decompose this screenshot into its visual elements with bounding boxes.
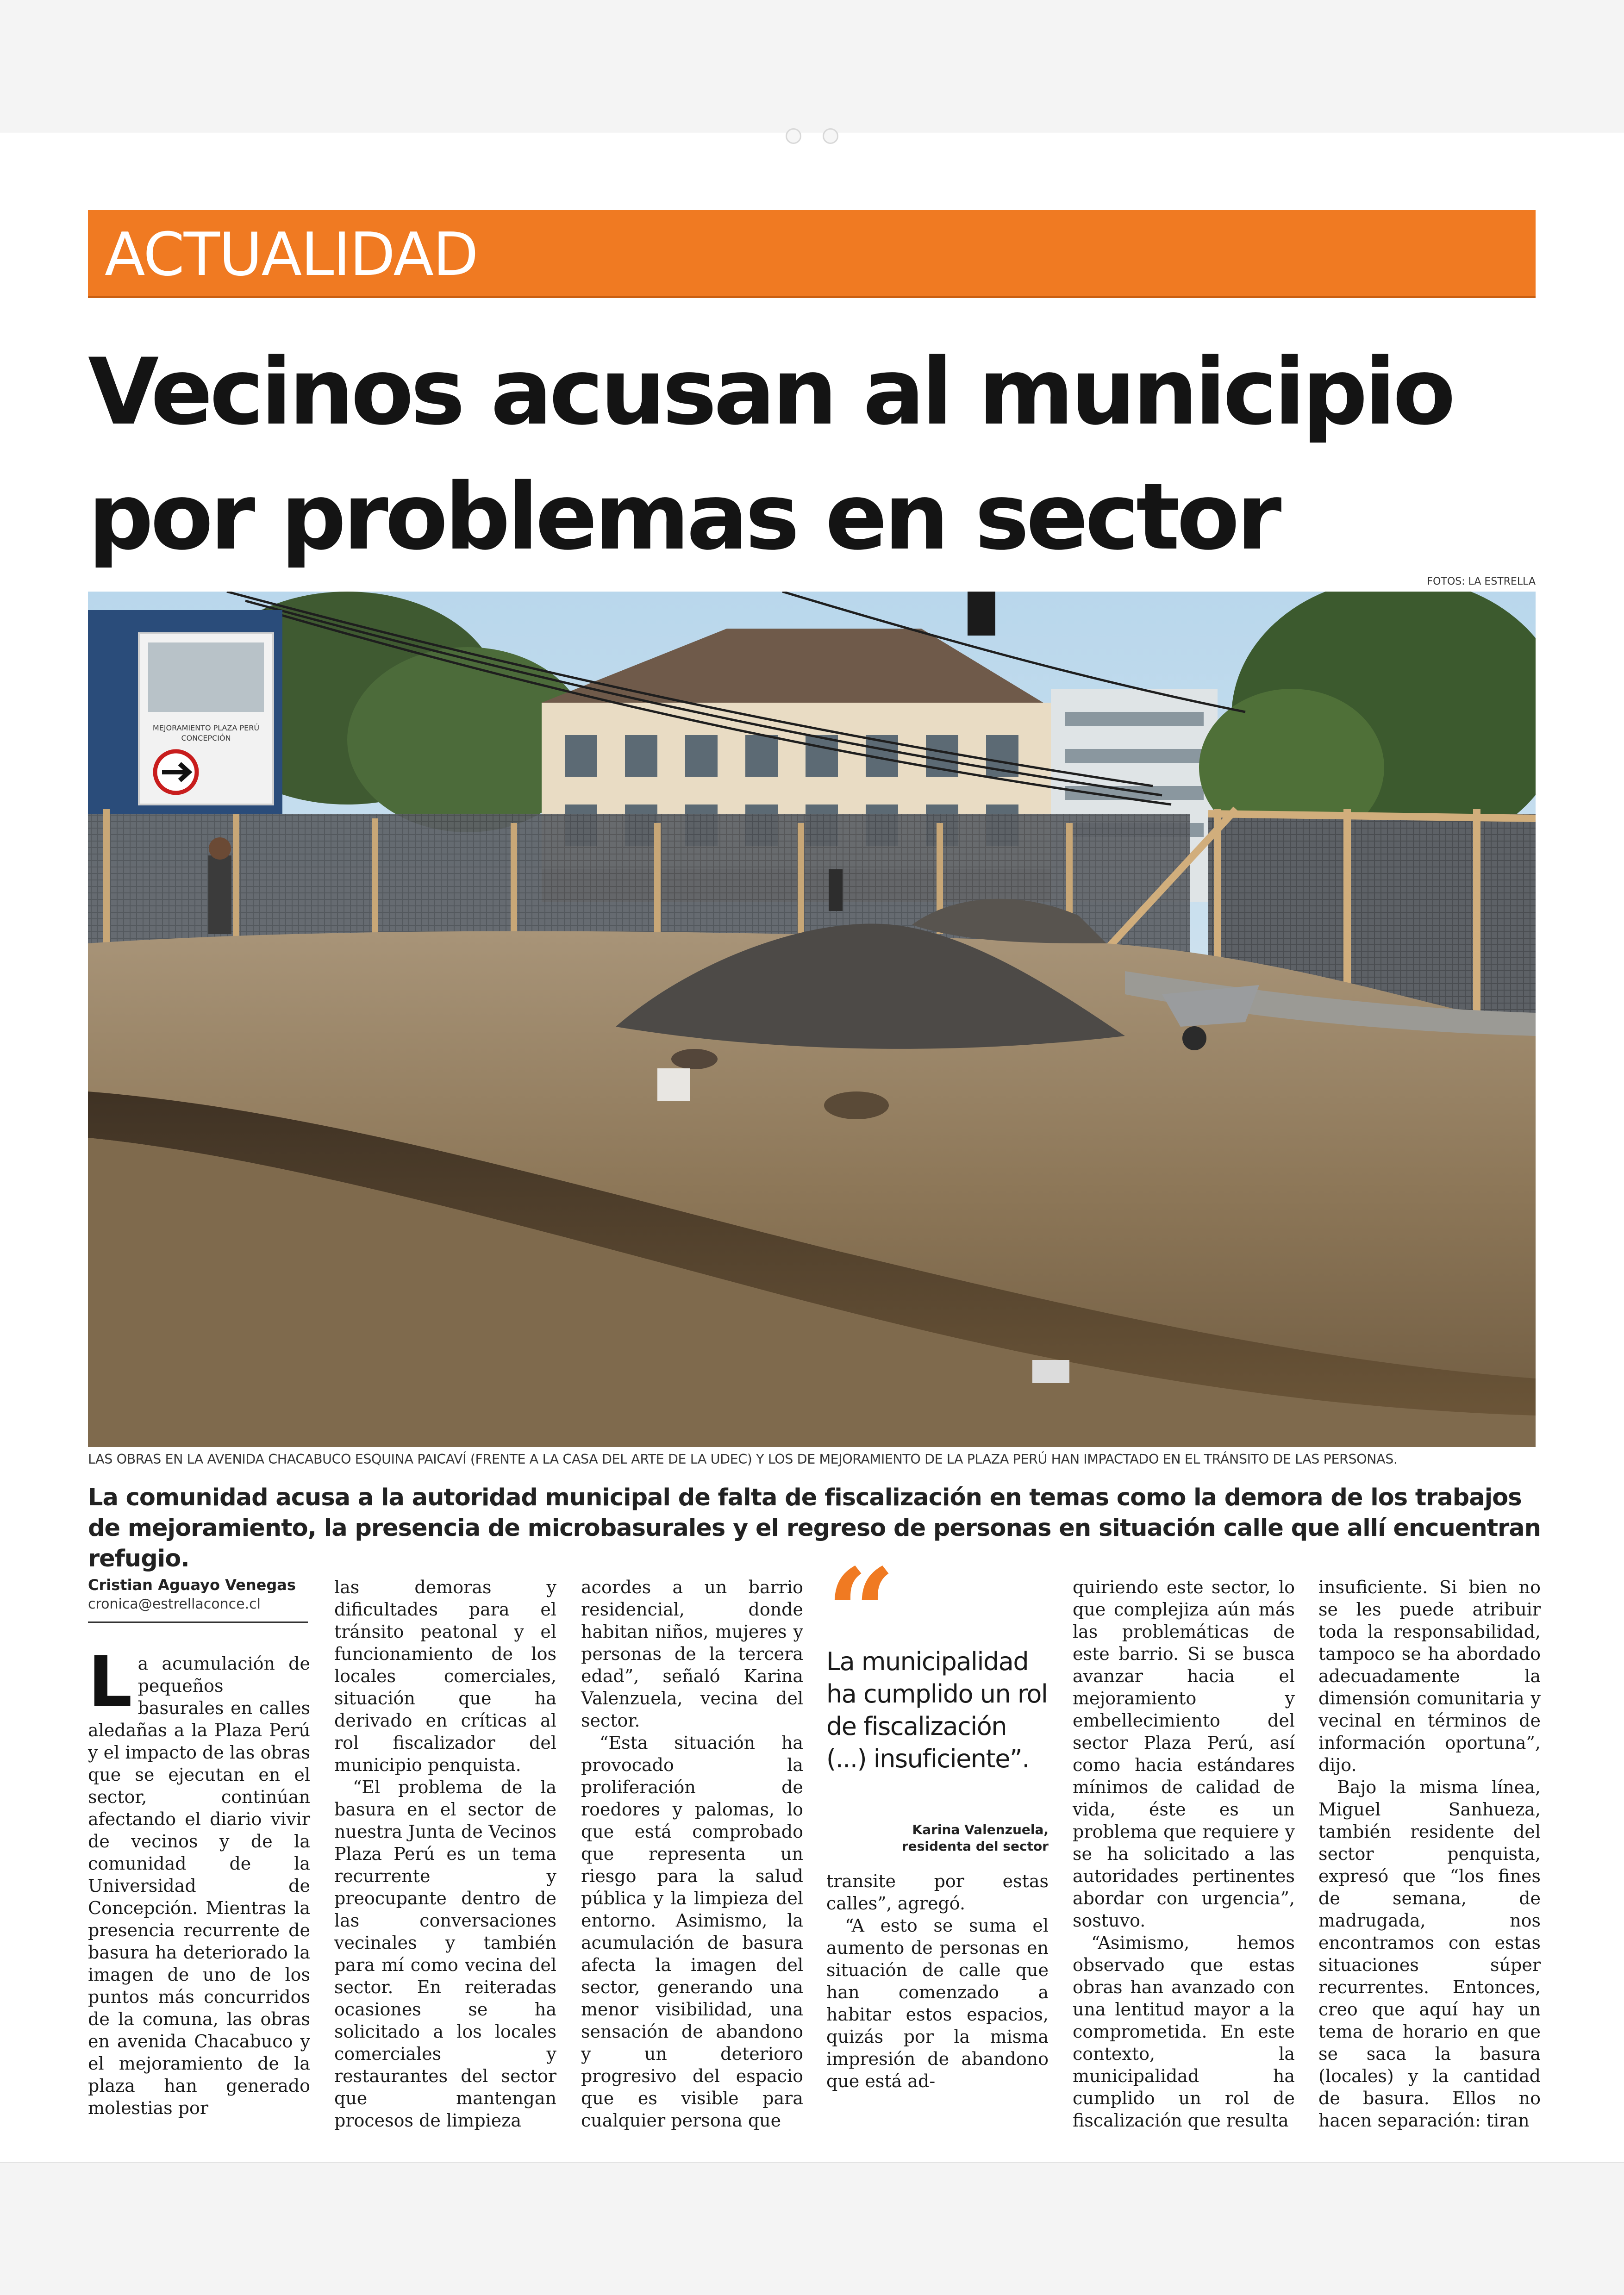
sign-line-1: MEJORAMIENTO PLAZA PERÚ: [152, 723, 260, 732]
page-next-dot[interactable]: [823, 128, 838, 144]
page-prev-dot[interactable]: [786, 128, 801, 144]
article-column-3: [581, 1576, 803, 2132]
article-column-5: [1073, 1576, 1295, 2132]
article-column-4: [826, 1870, 1049, 2092]
col6-paragraph-2: Bajo la misma línea, Miguel Sanhueza, también residente del sector penquista, expresó que “los fines de semana, de madrugada, nos encontramos con estas situaciones súper recurrentes. Entonces, creo que aquí hay un tema de horario en que se saca la basura (locales) y la cantidad de basura. Ellos no hacen separación: tiran: [1318, 1777, 1541, 2131]
col2-paragraph-1: las demoras y dificultades para el tránsito peatonal y el funcionamiento de los locales comerciales, situación que ha derivado en críticas al rol fiscalizador del municipio penquista.: [334, 1577, 556, 1775]
col4-paragraph-2: “A esto se suma el aumento de personas en situación de calle que han comenzado a habitar estos espacios, quizás por la misma impresión de abandono que está ad-: [826, 1915, 1049, 2091]
col4-paragraph-1: transite por estas calles”, agregó.: [826, 1871, 1049, 1914]
pull-quote-text: La municipalidad ha cumplido un rol de fiscalización (...) insuficiente”.: [826, 1647, 1048, 1773]
col5-paragraph-2: “Asimismo, hemos observado que estas obras han avanzado con una lentitud mayor a la comprometida. En este contexto, la municipalidad ha cumplido un rol de fiscalización que resulta: [1073, 1933, 1295, 2131]
article-column-1: [88, 1642, 310, 2119]
pull-quote-author: Karina Valenzuela,: [912, 1822, 1049, 1837]
photo-credit: FOTOS: LA ESTRELLA: [1427, 576, 1536, 587]
article-column-6: [1318, 1576, 1541, 2132]
sign-line-2: CONCEPCIÓN: [181, 734, 231, 742]
pull-quote-attribution: [826, 1821, 1049, 1855]
photo-caption: LAS OBRAS EN LA AVENIDA CHACABUCO ESQUINA PAICAVÍ (FRENTE A LA CASA DEL ARTE DE LA UDEC) Y LOS DE MEJORAMIENTO DE LA PLAZA PERÚ HAN IMPACTADO EN EL TRÁNSITO DE LAS PERSONAS.: [88, 1452, 1398, 1467]
byline-email[interactable]: cronica@estrellaconce.cl: [88, 1596, 261, 1612]
byline-author: Cristian Aguayo Venegas: [88, 1576, 296, 1594]
lead-paragraph: La comunidad acusa a la autoridad municipal de falta de fiscalización en temas como la demora de los trabajos de mejoramiento, la presencia de microbasurales y el regreso de personas en situación calle que allí encuentran refugio.: [88, 1484, 1541, 1572]
byline-divider: [88, 1621, 308, 1623]
drop-cap: L: [88, 1642, 132, 1722]
col3-paragraph-2: “Esta situación ha provocado la proliferación de roedores y palomas, lo que está comprobado que representa un riesgo para la salud pública y la limpieza del entorno. Asimismo, la acumulación de basura afecta la imagen del sector, generando una menor visibilidad, una sensación de abandono y un deterioro progresivo del espacio que es visible para cualquier persona que: [581, 1733, 803, 2131]
col1-text: a acumulación de pequeños basurales en calles aledañas a la Plaza Perú y el impacto de las obras que se ejecutan en el sector, continúan afectando el diario vivir de vecinos y de la comunidad de la Universidad de Concepción. Mientras la presencia recurrente de basura ha deteriorado la imagen de uno de los puntos más concurridos de la comuna, las obras en avenida Chacabuco y el mejoramiento de la plaza han generado molestias por: [88, 1653, 310, 2118]
pull-quote: [826, 1542, 1049, 1855]
quote-mark-icon: “: [826, 1542, 882, 1684]
headline: Vecinos acusan al municipio por problemas en sector: [88, 338, 1453, 570]
col5-paragraph-1: quiriendo este sector, lo que complejiza aún más las problemáticas de este barrio. Si se busca avanzar hacia el mejoramiento y embellecimiento del sector Plaza Perú, así como hacia estándares mínimos de calidad de vida, éste es un problema que requiere y se ha solicitado a las autoridades pertinentes abordar con urgencia”, sostuvo.: [1073, 1577, 1295, 1931]
col3-paragraph-1: acordes a un barrio residencial, donde habitan niños, mujeres y personas de la tercera edad”, señaló Karina Valenzuela, vecina del sector.: [581, 1577, 803, 1731]
col2-paragraph-2: “El problema de la basura en el sector de nuestra Junta de Vecinos Plaza Perú es un tema recurrente y preocupante dentro de las conversaciones vecinales y también para mí como vecina del sector. En reiteradas ocasiones se ha solicitado a los locales comerciales y restaurantes del sector que mantengan procesos de limpieza: [334, 1777, 556, 2131]
col6-paragraph-1: insuficiente. Si bien no se les puede atribuir toda la responsabilidad, tampoco se ha abordado adecuadamente la dimensión comunitaria y vecinal en términos de información oportuna”, dijo.: [1318, 1577, 1541, 1775]
article-column-2: [334, 1576, 556, 2132]
construction-site-photo: [88, 592, 1536, 1447]
pull-quote-role: residenta del sector: [901, 1839, 1049, 1854]
section-header: [88, 210, 1536, 298]
section-label: ACTUALIDAD: [105, 220, 478, 289]
